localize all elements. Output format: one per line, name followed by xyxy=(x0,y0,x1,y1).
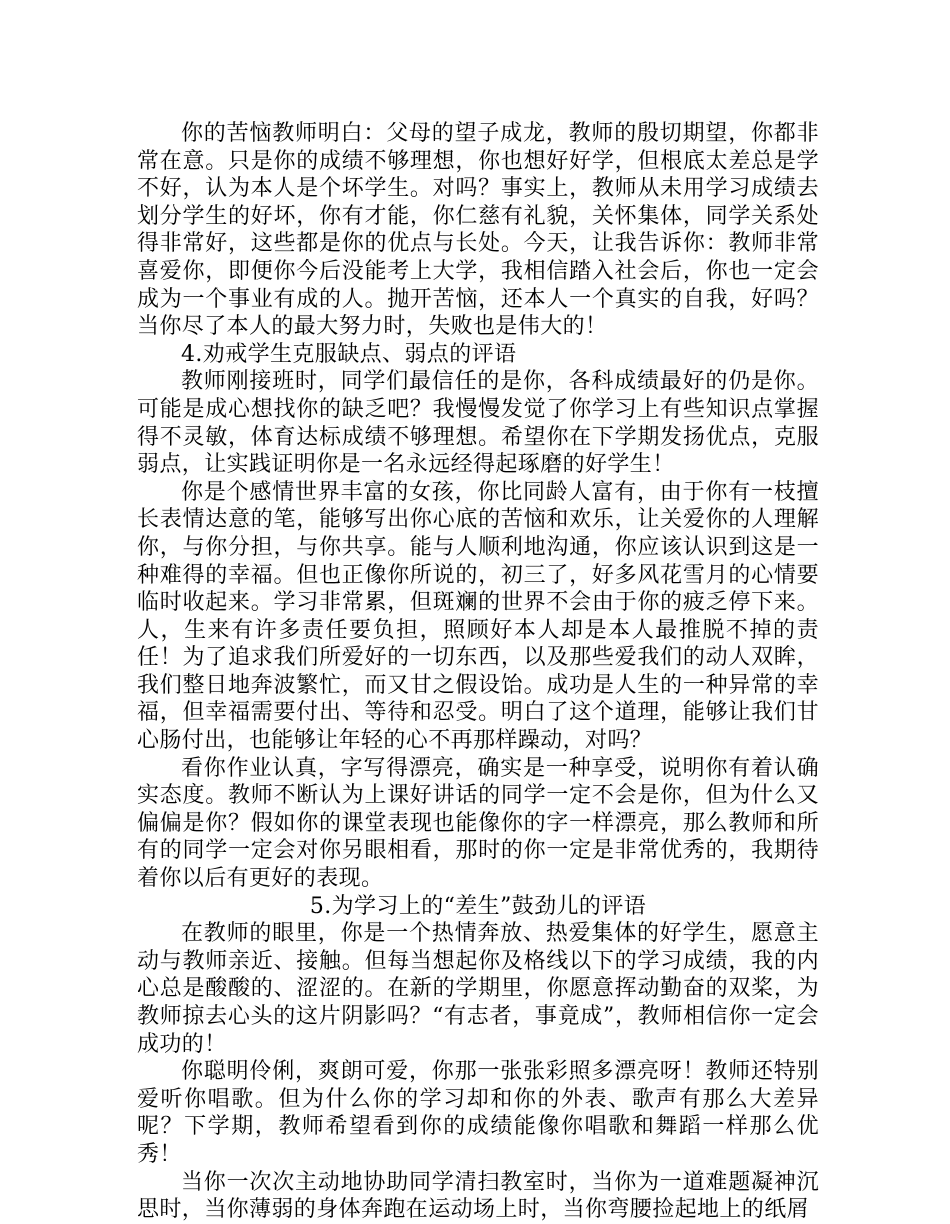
paragraph-5: 在教师的眼里，你是一个热情奔放、热爱集体的好学生，愿意主动与教师亲近、接触。但每当想起你及格线以下的学习成绩，我的内心总是酸酸的、涩涩的。在新的学期里，你愿意挥动勤奋的双桨，为教师掠去心头的这片阴影吗？“有志者，事竟成”，教师相信你一定会成功的！ xyxy=(137,921,819,1057)
paragraph-7: 当你一次次主动地协助同学清扫教室时，当你为一道难题凝神沉思时，当你薄弱的身体奔跑在运动场上时，当你弯腰捡起地上的纸屑 xyxy=(137,1169,819,1223)
paragraph-2: 教师刚接班时，同学们最信任的是你，各科成绩最好的仍是你。可能是成心想找你的缺乏吧？我慢慢发觉了你学习上有些知识点掌握得不灵敏，体育达标成绩不够理想。希望你在下学期发扬优点，克服弱点，让实践证明你是一名永远经得起琢磨的好学生！ xyxy=(137,369,819,478)
paragraph-1: 你的苦恼教师明白：父母的望子成龙，教师的殷切期望，你都非常在意。只是你的成绩不够理想，你也想好好学，但根底太差总是学不好，认为本人是个坏学生。对吗？事实上，教师从未用学习成绩去划分学生的好坏，你有才能，你仁慈有礼貌，关怀集体，同学关系处得非常好，这些都是你的优点与长处。今天，让我告诉你：教师非常喜爱你，即便你今后没能考上大学，我相信踏入社会后，你也一定会成为一个事业有成的人。抛开苦恼，还本人一个真实的自我，好吗？当你尽了本人的最大努力时，失败也是伟大的！ xyxy=(137,121,819,340)
document-page xyxy=(137,120,819,1224)
paragraph-6: 你聪明伶俐，爽朗可爱，你那一张张彩照多漂亮呀！教师还特别爱听你唱歌。但为什么你的学习却和你的外表、歌声有那么大差异呢？下学期，教师希望看到你的成绩能像你唱歌和舞蹈一样那么优秀！ xyxy=(137,1059,819,1167)
paragraph-4: 看你作业认真，字写得漂亮，确实是一种享受，说明你有着认确实态度。教师不断认为上课好讲话的同学一定不会是你，但为什么又偏偏是你？假如你的课堂表现也能像你的字一样漂亮，那么教师和所有的同学一定会对你另眼相看，那时的你一定是非常优秀的，我期待着你以后有更好的表现。 xyxy=(137,755,819,892)
section-heading-4: 4.劝戒学生克服缺点、弱点的评语 xyxy=(181,341,517,367)
section-heading-5: 5.为学习上的“差生”鼓劲儿的评语 xyxy=(309,893,647,919)
paragraph-3: 你是个感情世界丰富的女孩，你比同龄人富有，由于你有一枝擅长表情达意的笔，能够写出你心底的苦恼和欢乐，让关爱你的人理解你，与你分担，与你共享。能与人顺利地沟通，你应该认识到这是一种难得的幸福。但也正像你所说的，初三了，好多风花雪月的心情要临时收起来。学习非常累，但斑斓的世界不会由于你的疲乏停下来。人，生来有许多责任要负担，照顾好本人却是本人最推脱不掉的责任！为了追求我们所爱好的一切东西，以及那些爱我们的动人双眸，我们整日地奔波繁忙，而又甘之假设饴。成功是人生的一种异常的幸福，但幸福需要付出、等待和忍受。明白了这个道理，能够让我们甘心肠付出，也能够让年轻的心不再那样躁动，对吗？ xyxy=(137,479,819,754)
